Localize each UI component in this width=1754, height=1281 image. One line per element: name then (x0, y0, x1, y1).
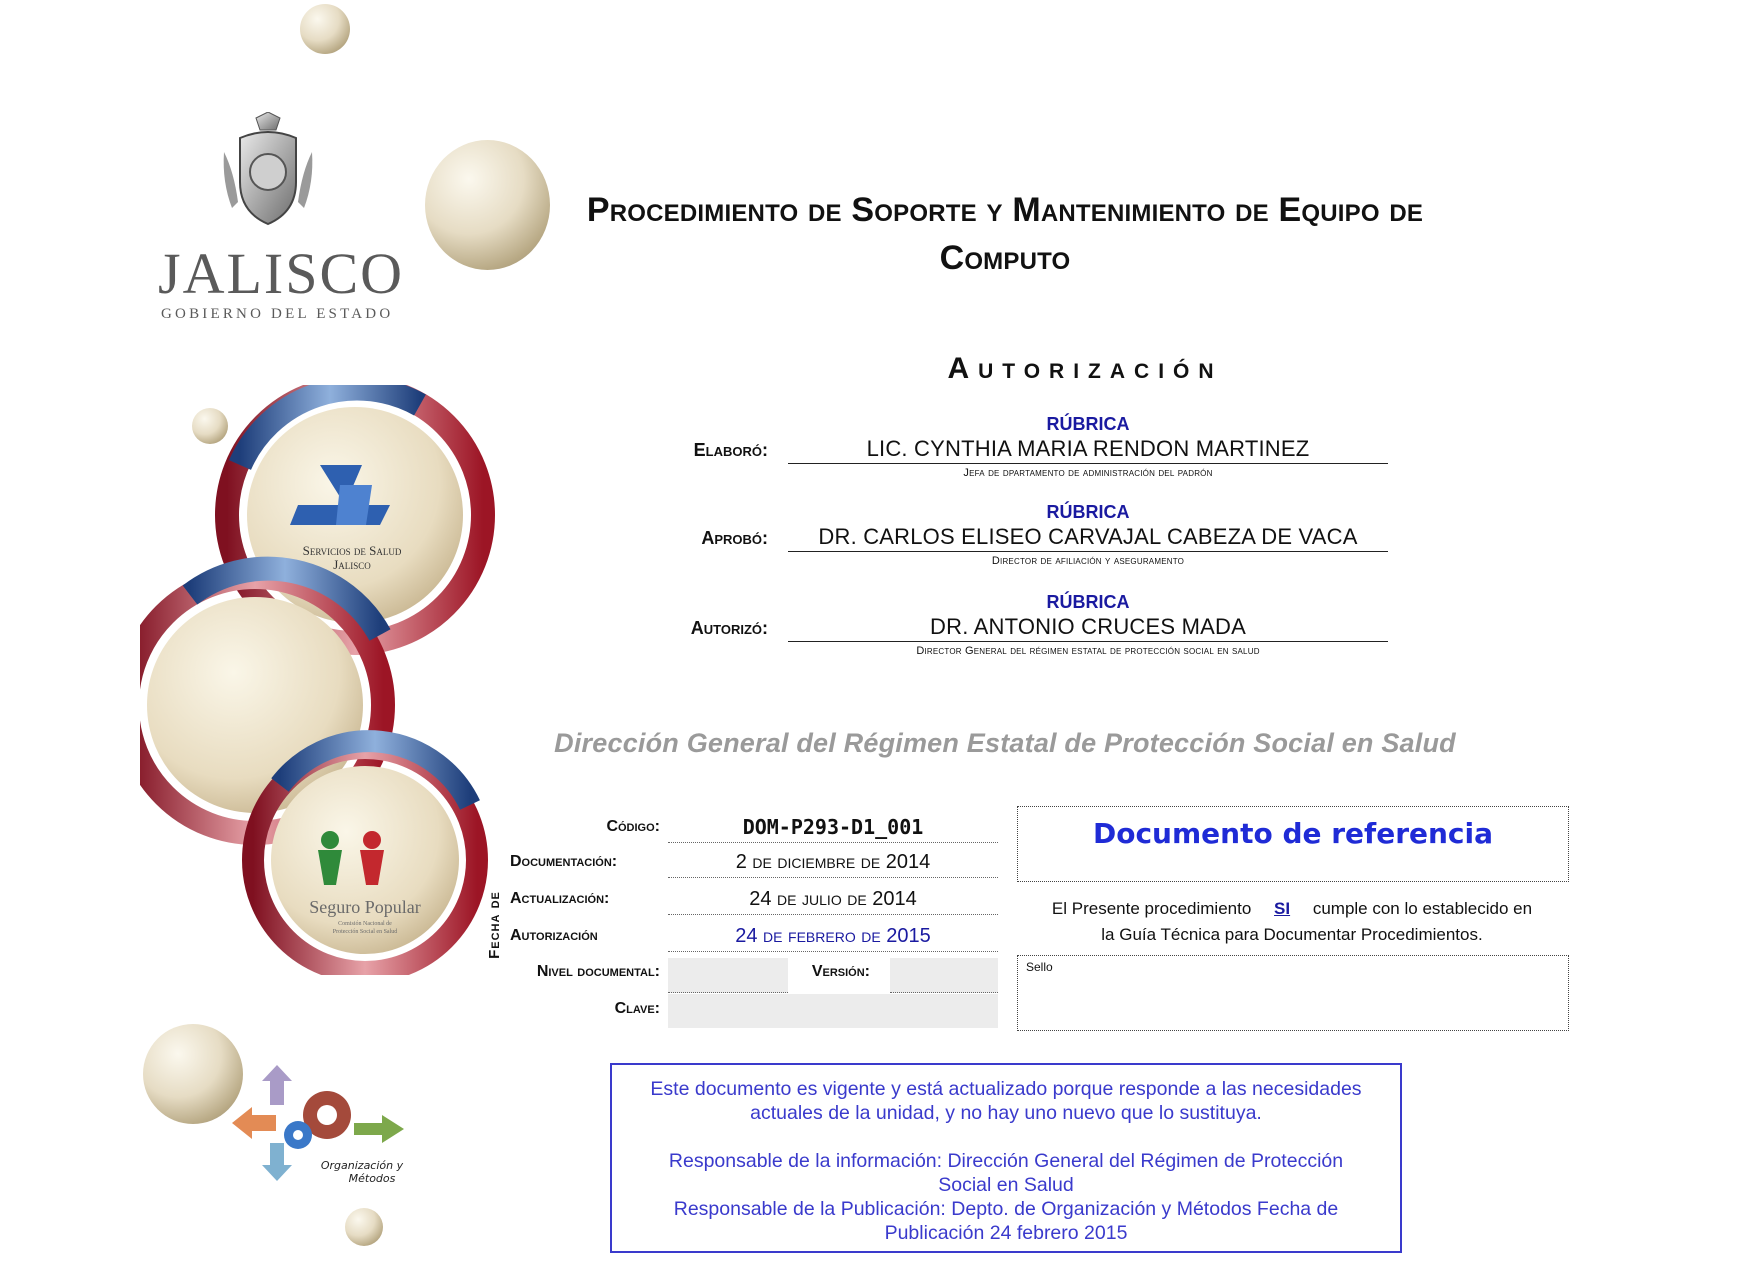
documentacion-value: 2 de diciembre de 2014 (668, 847, 998, 878)
signature-autorizo (620, 592, 1380, 682)
nivel-documental-field (668, 958, 788, 993)
signer-title: Jefa de dpartamento de administración del padrón (963, 467, 1213, 479)
reference-title: Documento de referencia (1092, 817, 1494, 850)
clave-label: Clave: (614, 1000, 660, 1017)
jalisco-wordmark: JALISCO (158, 241, 405, 306)
decorative-circle (143, 1024, 243, 1124)
sello-label: Sello (1026, 960, 1053, 974)
signature-line (788, 551, 1388, 552)
org-metodos-label-1: Organización y (320, 1159, 404, 1172)
direccion-heading: Dirección General del Régimen Estatal de Protección Social en Salud (554, 728, 1456, 758)
signer-name: DR. ANTONIO CRUCES MADA (930, 614, 1246, 639)
circular-arrows-graphic (140, 385, 500, 975)
version-field (890, 958, 998, 993)
seguro-popular-label: Seguro Popular (309, 897, 421, 917)
org-metodos-label-2: Métodos (348, 1172, 396, 1185)
signature-label: Aprobó: (701, 528, 768, 548)
signer-title: Director General del régimen estatal de protección social en salud (916, 645, 1260, 657)
codigo-label: Código: (606, 818, 660, 835)
signer-name: DR. CARLOS ELISEO CARVAJAL CABEZA DE VACA (818, 524, 1358, 549)
reference-box (1017, 806, 1569, 882)
sello-box (1017, 955, 1569, 1031)
jalisco-coat-of-arms-logo (218, 112, 318, 234)
decorative-circle (300, 4, 350, 54)
signature-label: Autorizó: (690, 618, 768, 638)
codigo-value: DOM-P293-D1_001 (668, 812, 998, 843)
signature-label: Elaboró: (693, 440, 768, 460)
version-label: Versión: (811, 963, 870, 980)
fecha-de-label: Fecha de (486, 891, 503, 959)
servicios-salud-label-2: Jalisco (333, 557, 371, 572)
actualizacion-label: Actualización: (510, 890, 610, 907)
clave-field (668, 994, 998, 1028)
rubrica-label: RÚBRICA (1046, 502, 1130, 522)
rubrica-label: RÚBRICA (1046, 592, 1130, 612)
page-title: Procedimiento de Soporte y Mantenimiento de Equipo de Computo (586, 191, 1424, 277)
signer-name: LIC. CYNTHIA MARIA RENDON MARTINEZ (866, 436, 1310, 461)
jalisco-subtitle: GOBIERNO DEL ESTADO (161, 306, 394, 322)
signer-title: Director de afiliación y aseguramento (991, 555, 1185, 567)
seguro-popular-sub-1: Comisión Nacional de (338, 921, 392, 927)
autorizacion-value: 24 de febrero de 2015 (668, 921, 998, 952)
conformity-si: SI (1274, 899, 1291, 918)
rubrica-label: RÚBRICA (1046, 414, 1130, 434)
documentacion-label: Documentación: (510, 853, 618, 870)
nivel-documental-label: Nivel documental: (536, 963, 660, 980)
decorative-circle (345, 1208, 383, 1246)
signature-aprobo (620, 502, 1380, 592)
signature-line (788, 641, 1388, 642)
autorizacion-label: Autorización (510, 927, 598, 944)
organizacion-metodos-logo (232, 1065, 432, 1195)
validity-notice: Este documento es vigente y está actualizado porque responde a las necesidades actuales de la unidad, y no hay uno nuevo que lo sustituya. Responsable de la información: Dirección General del Régimen de Protección Social en Salud Responsable de la Publicación: Depto. de Organización y Métodos Fecha de Publicación 24 febrero 2015 (610, 1063, 1402, 1253)
conformity-statement: El Presente procedimiento SI cumple con lo establecido en la Guía Técnica para Documentar Procedimientos. (1051, 899, 1533, 944)
seguro-popular-sub-2: Protección Social en Salud (332, 929, 398, 935)
signature-elaboro (620, 414, 1380, 504)
servicios-salud-label: Servicios de Salud (302, 543, 402, 558)
signature-line (788, 463, 1388, 464)
actualizacion-value: 24 de julio de 2014 (668, 884, 998, 915)
authorization-heading: Autorización (947, 352, 1223, 385)
